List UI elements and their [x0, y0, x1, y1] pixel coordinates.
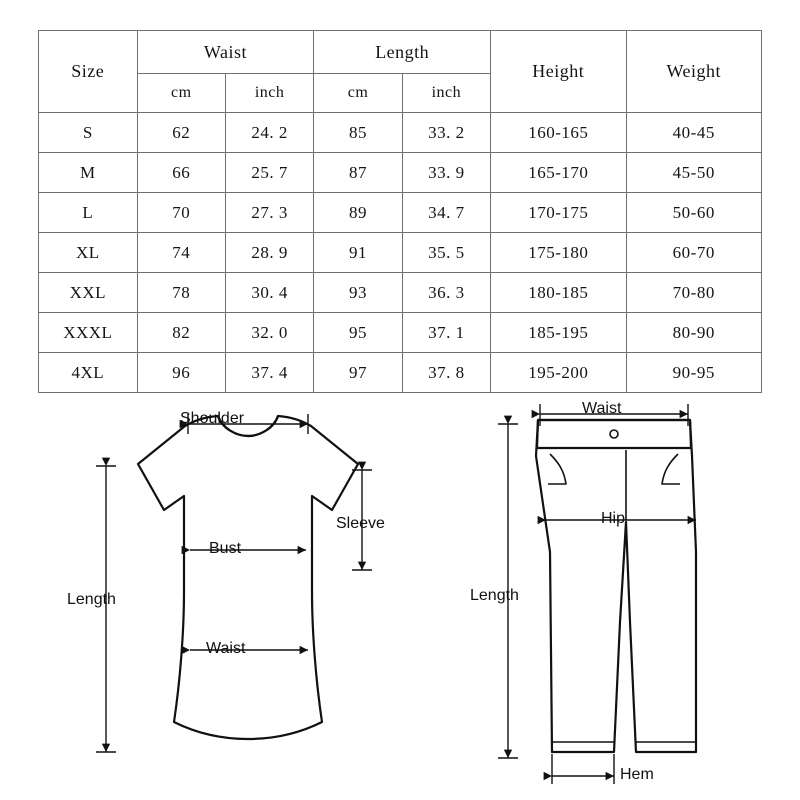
- cell-weight: 40-45: [626, 113, 761, 153]
- length-measure-line: [96, 466, 116, 752]
- cell-height: 180-185: [491, 273, 626, 313]
- cell-length-cm: 85: [314, 113, 402, 153]
- cell-height: 170-175: [491, 193, 626, 233]
- pants-hip-label: Hip: [601, 510, 626, 527]
- cell-waist-cm: 62: [137, 113, 225, 153]
- cell-height: 165-170: [491, 153, 626, 193]
- cell-size: 4XL: [39, 353, 138, 393]
- cell-length-inch: 34. 7: [402, 193, 490, 233]
- header-weight-group: Weight: [626, 31, 761, 113]
- cell-waist-inch: 25. 7: [225, 153, 313, 193]
- header-waist-inch: inch: [225, 74, 313, 113]
- cell-length-inch: 36. 3: [402, 273, 490, 313]
- cell-length-inch: 37. 8: [402, 353, 490, 393]
- cell-length-cm: 91: [314, 233, 402, 273]
- size-table: [38, 30, 762, 393]
- table-row: [39, 313, 762, 353]
- cell-length-cm: 93: [314, 273, 402, 313]
- cell-size: XXL: [39, 273, 138, 313]
- cell-waist-cm: 66: [137, 153, 225, 193]
- shirt-waist-label: Waist: [206, 640, 246, 657]
- cell-length-cm: 95: [314, 313, 402, 353]
- cell-length-cm: 89: [314, 193, 402, 233]
- cell-length-inch: 35. 5: [402, 233, 490, 273]
- header-length-group: Length: [314, 31, 491, 74]
- pants-hem-label: Hem: [620, 766, 654, 783]
- cell-waist-inch: 27. 3: [225, 193, 313, 233]
- size-table-body: [39, 113, 762, 393]
- cell-waist-cm: 78: [137, 273, 225, 313]
- shirt-shoulder-label: Shoulder: [180, 410, 245, 427]
- header-waist-group: Waist: [137, 31, 314, 74]
- cell-waist-inch: 37. 4: [225, 353, 313, 393]
- cell-length-cm: 87: [314, 153, 402, 193]
- cell-height: 175-180: [491, 233, 626, 273]
- cell-waist-cm: 74: [137, 233, 225, 273]
- cell-size: XL: [39, 233, 138, 273]
- cell-length-inch: 33. 9: [402, 153, 490, 193]
- table-row: [39, 193, 762, 233]
- cell-size: S: [39, 113, 138, 153]
- cell-size: L: [39, 193, 138, 233]
- table-row: [39, 153, 762, 193]
- cell-length-inch: 37. 1: [402, 313, 490, 353]
- shirt-bust-label: Bust: [209, 540, 242, 557]
- size-table-head: [39, 31, 762, 113]
- cell-weight: 90-95: [626, 353, 761, 393]
- size-table-container: [38, 30, 762, 393]
- header-waist-cm: cm: [137, 74, 225, 113]
- table-header-row-groups: [39, 31, 762, 74]
- cell-waist-inch: 28. 9: [225, 233, 313, 273]
- pants-outline: [536, 420, 696, 752]
- pants-diagram: [460, 392, 800, 800]
- cell-height: 195-200: [491, 353, 626, 393]
- cell-length-inch: 33. 2: [402, 113, 490, 153]
- cell-waist-inch: 24. 2: [225, 113, 313, 153]
- cell-size: M: [39, 153, 138, 193]
- header-length-cm: cm: [314, 74, 402, 113]
- shirt-sleeve-label: Sleeve: [336, 515, 385, 532]
- header-length-inch: inch: [402, 74, 490, 113]
- shirt-length-label: Length: [67, 591, 116, 608]
- cell-weight: 45-50: [626, 153, 761, 193]
- cell-height: 160-165: [491, 113, 626, 153]
- cell-weight: 70-80: [626, 273, 761, 313]
- cell-waist-cm: 96: [137, 353, 225, 393]
- table-row: [39, 233, 762, 273]
- measurement-diagrams: [0, 392, 800, 800]
- table-row: [39, 113, 762, 153]
- cell-weight: 50-60: [626, 193, 761, 233]
- shirt-outline: [138, 416, 358, 739]
- header-height-group: Height: [491, 31, 626, 113]
- shirt-diagram: [40, 392, 420, 800]
- cell-height: 185-195: [491, 313, 626, 353]
- cell-waist-cm: 70: [137, 193, 225, 233]
- cell-waist-cm: 82: [137, 313, 225, 353]
- pants-waist-label: Waist: [582, 400, 622, 417]
- table-row: [39, 273, 762, 313]
- pants-hem-measure-line: [552, 754, 614, 784]
- header-size: Size: [39, 31, 138, 113]
- cell-waist-inch: 30. 4: [225, 273, 313, 313]
- cell-size: XXXL: [39, 313, 138, 353]
- pants-length-label: Length: [470, 587, 519, 604]
- table-row: [39, 353, 762, 393]
- cell-weight: 60-70: [626, 233, 761, 273]
- cell-length-cm: 97: [314, 353, 402, 393]
- cell-weight: 80-90: [626, 313, 761, 353]
- cell-waist-inch: 32. 0: [225, 313, 313, 353]
